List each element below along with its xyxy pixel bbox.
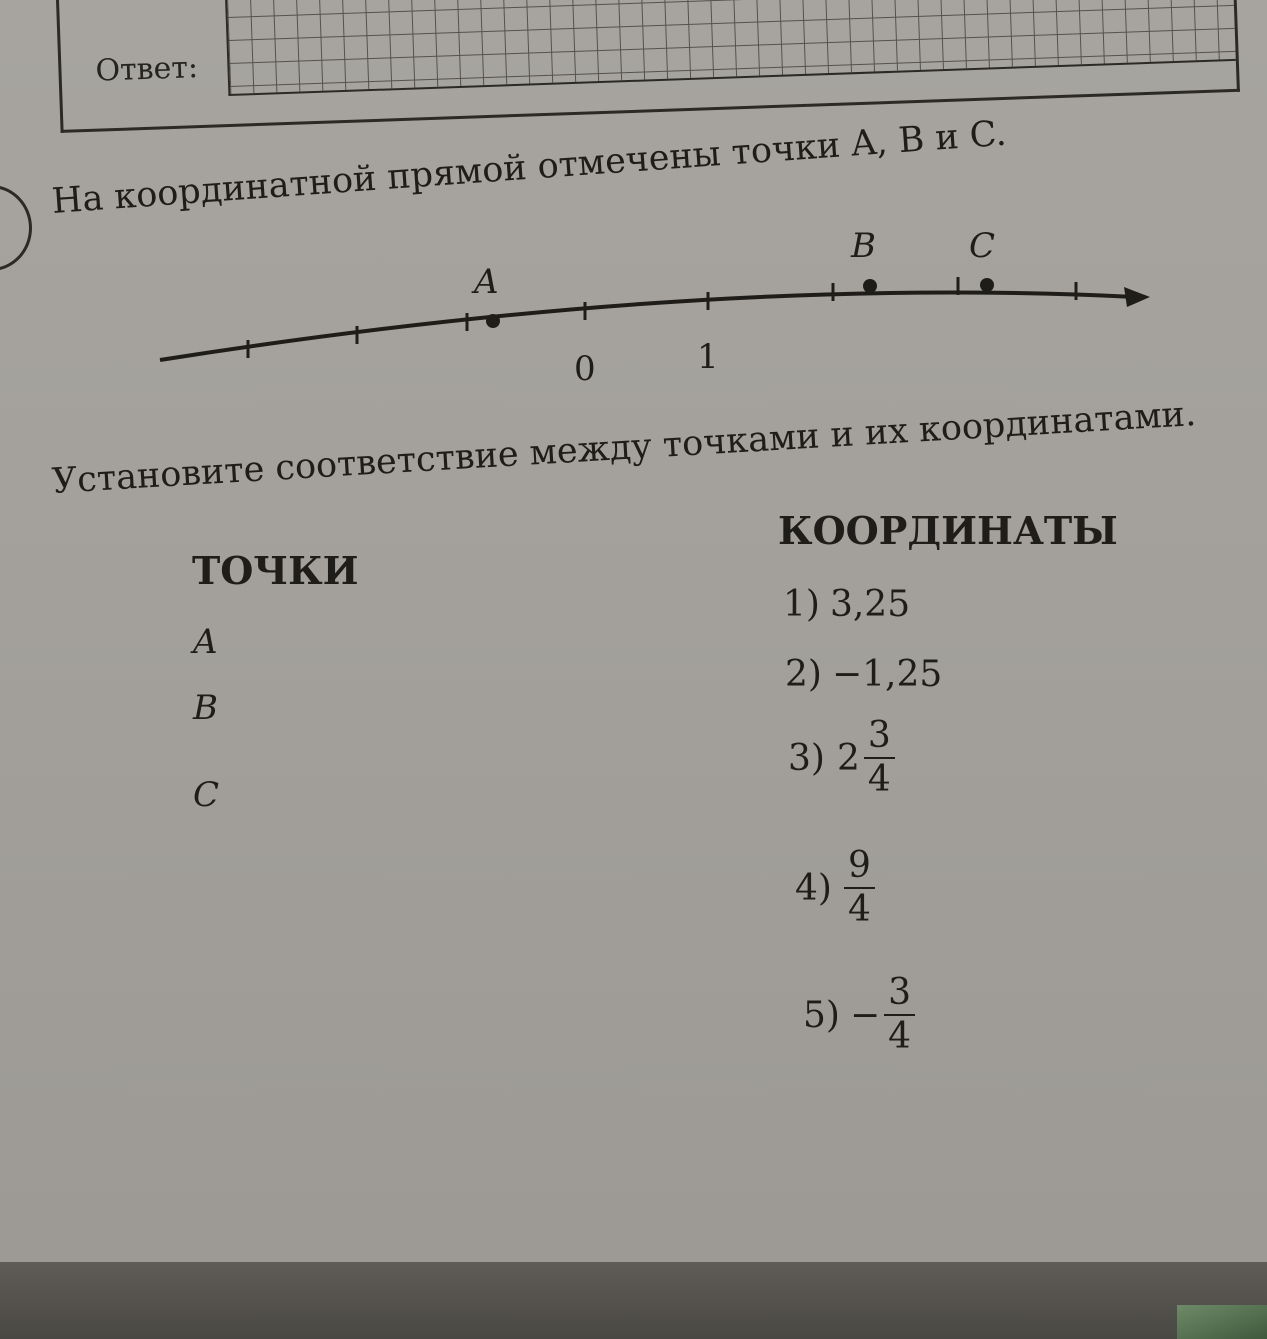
fraction-denominator: 4: [888, 1016, 912, 1057]
fraction-numerator: 9: [844, 848, 875, 889]
point-c-label: C: [969, 226, 996, 266]
coord-item-5: [803, 972, 915, 1057]
point-c-dot: [980, 278, 994, 292]
coord-value: 3,25: [829, 584, 911, 625]
instruction-text: Установите соответствие между точками и их координатами.: [50, 394, 1198, 502]
coord-prefix: 2): [785, 654, 822, 695]
point-a-dot: [486, 314, 500, 328]
number-line-arrow: [1124, 287, 1150, 307]
coord-prefix: 1): [783, 584, 820, 625]
coord-fraction: [844, 845, 875, 930]
point-b-dot: [863, 279, 877, 293]
fraction-denominator: 4: [867, 759, 891, 800]
point-b-label: B: [851, 226, 876, 266]
fraction-denominator: 4: [847, 889, 871, 930]
number-line-axis: [160, 292, 1135, 360]
points-item-c: C: [193, 775, 220, 815]
coord-value: −1,25: [831, 654, 943, 695]
coord-item-1: [783, 584, 910, 625]
problem-title: На координатной прямой отмечены точки A, B и C.: [50, 113, 1008, 222]
point-a-label: A: [474, 262, 499, 302]
points-column-header: ТОЧКИ: [192, 548, 359, 593]
coord-fraction: [884, 972, 915, 1057]
coord-item-2: [785, 654, 942, 695]
fraction-numerator: 3: [864, 718, 895, 759]
coords-column-header: КООРДИНАТЫ: [778, 508, 1118, 553]
points-item-b: B: [193, 688, 218, 728]
fraction-numerator: 3: [884, 975, 915, 1016]
coord-whole: 2: [836, 737, 860, 779]
one-label: 1: [697, 337, 719, 377]
zero-label: 0: [574, 349, 596, 389]
answer-label: Ответ:: [94, 50, 199, 89]
coord-item-3: [788, 715, 895, 800]
coord-fraction: [864, 715, 895, 800]
coord-prefix: 3): [788, 737, 825, 779]
coord-sign: −: [849, 994, 881, 1036]
points-item-a: A: [193, 622, 218, 662]
number-line-ticks: [248, 277, 1076, 358]
coord-prefix: 4): [795, 867, 832, 909]
coord-item-4: [795, 845, 875, 930]
coord-prefix: 5): [803, 994, 840, 1036]
